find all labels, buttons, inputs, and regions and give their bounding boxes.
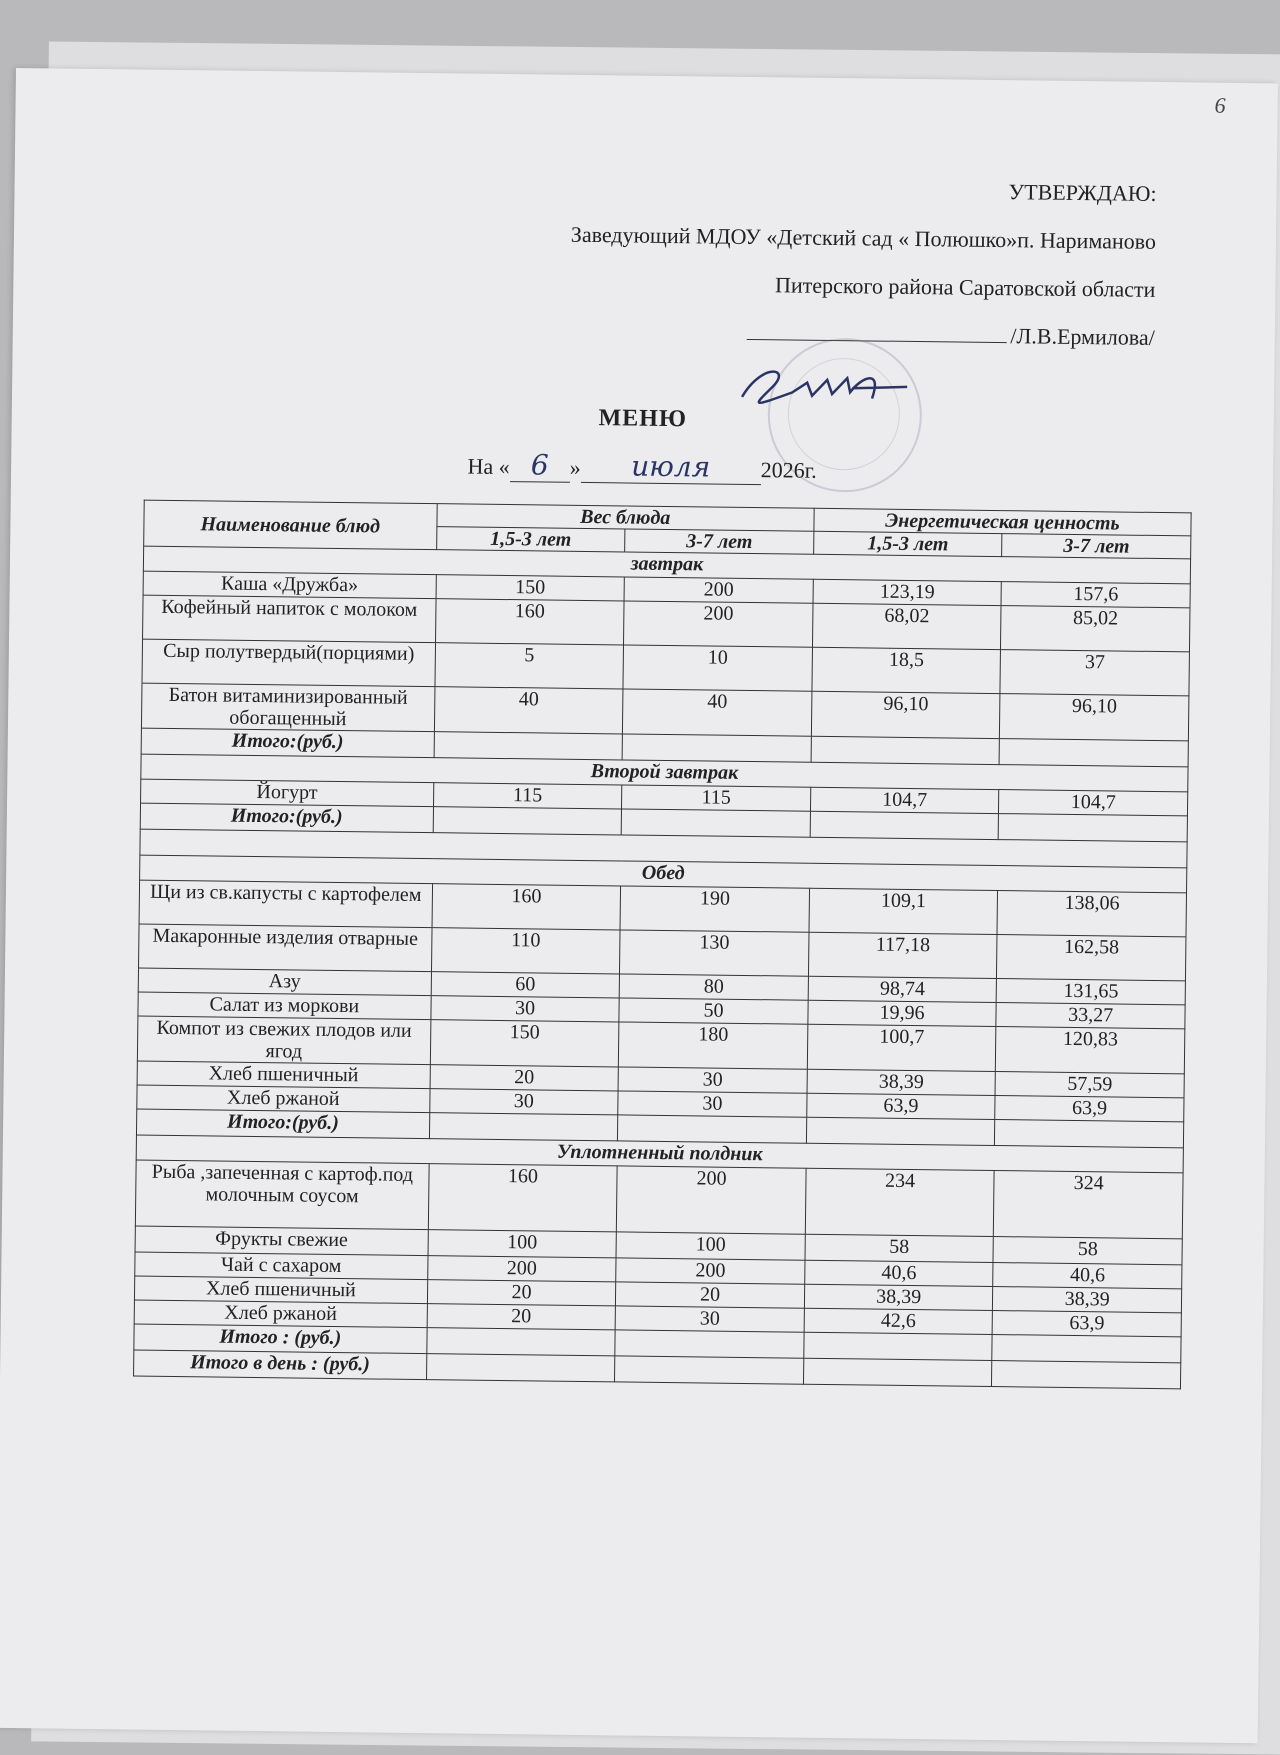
weight-age1: 200 <box>427 1256 616 1282</box>
date-mid: » <box>569 454 581 480</box>
total-label: Итого:(руб.) <box>141 728 434 758</box>
header-name: Наименование блюд <box>144 500 437 550</box>
dish-name: Салат из моркови <box>138 992 431 1020</box>
dish-name: Йогурт <box>141 779 434 807</box>
energy-age2: 33,27 <box>996 1003 1185 1029</box>
approval-block <box>569 163 1156 362</box>
energy-age2: 138,06 <box>997 891 1186 937</box>
date-day: 6 <box>510 448 570 483</box>
document-page <box>0 68 1278 1743</box>
approval-heading: УТВЕРЖДАЮ: <box>1008 179 1157 206</box>
energy-age1: 104,7 <box>810 787 999 813</box>
total-label: Итого:(руб.) <box>136 1109 429 1139</box>
energy-age1: 38,39 <box>804 1284 993 1310</box>
date-prefix: На « <box>467 453 510 480</box>
date-month: июля <box>581 449 761 485</box>
energy-age1: 117,18 <box>808 932 997 978</box>
weight-age1: 30 <box>429 1089 618 1115</box>
page-number: 6 <box>1214 92 1226 118</box>
energy-age1: 42,6 <box>804 1308 993 1334</box>
energy-age1: 19,96 <box>808 1000 997 1026</box>
signer-name: /Л.В.Ермилова/ <box>1010 323 1155 350</box>
weight-age2: 190 <box>620 886 809 932</box>
weight-age2: 200 <box>616 1258 805 1284</box>
energy-age1: 63,9 <box>807 1093 996 1119</box>
weight-age2: 80 <box>619 974 808 1000</box>
energy-age2: 63,9 <box>992 1311 1181 1337</box>
weight-age1: 160 <box>432 884 621 930</box>
dish-name: Фрукты свежие <box>135 1226 428 1256</box>
weight-age1: 160 <box>428 1164 617 1232</box>
weight-age2: 30 <box>618 1091 807 1117</box>
dish-name: Хлеб пшеничный <box>137 1061 430 1089</box>
energy-age1: 68,02 <box>812 603 1001 649</box>
weight-age2: 200 <box>624 577 813 603</box>
dish-name: Батон витаминизированный обогащенный <box>141 683 434 732</box>
weight-age1: 20 <box>430 1065 619 1091</box>
weight-age2: 40 <box>623 689 812 736</box>
weight-age2: 200 <box>617 1166 806 1234</box>
date-year: 2026г. <box>760 457 817 483</box>
weight-age1: 5 <box>435 643 624 689</box>
weight-age2: 20 <box>616 1282 805 1308</box>
section-title: завтрак <box>143 546 1190 584</box>
dish-name: Хлеб пшеничный <box>134 1276 427 1304</box>
energy-age2: 57,59 <box>995 1072 1184 1098</box>
weight-age1: 20 <box>427 1280 616 1306</box>
header-energy-age1: 1,5-3 лет <box>813 531 1002 556</box>
energy-age2: 324 <box>994 1171 1183 1239</box>
energy-age2: 104,7 <box>999 790 1188 816</box>
energy-age2: 157,6 <box>1001 582 1190 608</box>
header-weight-age2: 3-7 лет <box>625 529 814 554</box>
approval-line2: Питерского района Саратовской области <box>774 272 1156 302</box>
total-label: Итого : (руб.) <box>134 1324 427 1354</box>
dish-name: Чай с сахаром <box>135 1252 428 1280</box>
dish-name: Щи из св.капусты с картофелем <box>139 880 432 928</box>
energy-age1: 96,10 <box>811 691 1000 738</box>
dish-name: Макаронные изделия отварные <box>139 924 432 972</box>
header-energy-age2: 3-7 лет <box>1002 534 1191 559</box>
energy-age2: 162,58 <box>997 935 1186 981</box>
energy-age1: 40,6 <box>805 1260 994 1286</box>
weight-age2: 30 <box>618 1067 807 1093</box>
approval-line1: Заведующий МДОУ «Детский сад « Полюшко»п. Нариманово <box>570 221 1157 254</box>
weight-age1: 115 <box>433 783 622 809</box>
energy-age2: 131,65 <box>997 979 1186 1005</box>
weight-age1: 20 <box>427 1304 616 1330</box>
energy-age2: 120,83 <box>996 1027 1185 1074</box>
weight-age2: 100 <box>616 1232 805 1260</box>
weight-age1: 40 <box>434 687 623 734</box>
section-title: Уплотненный полдник <box>136 1135 1183 1173</box>
weight-age1: 100 <box>428 1230 617 1258</box>
weight-age1: 150 <box>436 575 625 601</box>
energy-age2: 63,9 <box>995 1096 1184 1122</box>
weight-age2: 130 <box>620 930 809 976</box>
weight-age2: 200 <box>624 601 813 647</box>
date-line <box>11 442 1273 491</box>
weight-age2: 10 <box>623 645 812 691</box>
menu-table <box>133 500 1192 1390</box>
energy-age1: 58 <box>805 1234 994 1262</box>
dish-name: Рыба ,запеченная с картоф.под молочным соусом <box>135 1160 428 1230</box>
weight-age2: 115 <box>622 785 811 811</box>
section-title: Второй завтрак <box>141 754 1188 792</box>
dish-name: Кофейный напиток с молоком <box>143 595 436 643</box>
weight-age2: 50 <box>619 998 808 1024</box>
section-title: Обед <box>140 855 1187 893</box>
energy-age1: 18,5 <box>812 647 1001 693</box>
dish-name: Компот из свежих плодов или ягод <box>137 1016 430 1065</box>
weight-age2: 180 <box>619 1022 808 1069</box>
energy-age1: 234 <box>805 1168 994 1236</box>
energy-age2: 37 <box>1000 650 1189 696</box>
energy-age1: 100,7 <box>807 1024 996 1071</box>
energy-age1: 98,74 <box>808 976 997 1002</box>
total-label: Итого:(руб.) <box>140 803 433 833</box>
energy-age1: 123,19 <box>813 579 1002 605</box>
weight-age1: 160 <box>435 599 624 645</box>
weight-age1: 150 <box>430 1020 619 1067</box>
weight-age1: 110 <box>431 928 620 974</box>
header-weight: Вес блюда <box>437 504 814 532</box>
energy-age1: 38,39 <box>807 1069 996 1095</box>
energy-age2: 38,39 <box>993 1287 1182 1313</box>
page-title: МЕНЮ <box>598 405 688 433</box>
header-energy: Энергетическая ценность <box>814 508 1191 536</box>
dish-name: Хлеб ржаной <box>134 1300 427 1328</box>
energy-age2: 58 <box>993 1237 1182 1265</box>
dish-name: Хлеб ржаной <box>137 1085 430 1113</box>
signature-line <box>746 325 1006 343</box>
energy-age2: 40,6 <box>993 1263 1182 1289</box>
weight-age1: 30 <box>431 996 620 1022</box>
energy-age2: 96,10 <box>1000 694 1189 741</box>
dish-name: Сыр полутвердый(порциями) <box>142 639 435 687</box>
energy-age2: 85,02 <box>1001 606 1190 652</box>
dish-name: Азу <box>138 968 431 996</box>
header-weight-age1: 1,5-3 лет <box>436 527 625 552</box>
weight-age2: 30 <box>615 1306 804 1332</box>
day-total-label: Итого в день : (руб.) <box>134 1350 427 1380</box>
energy-age1: 109,1 <box>809 888 998 934</box>
dish-name: Каша «Дружба» <box>143 571 436 599</box>
weight-age1: 60 <box>431 972 620 998</box>
